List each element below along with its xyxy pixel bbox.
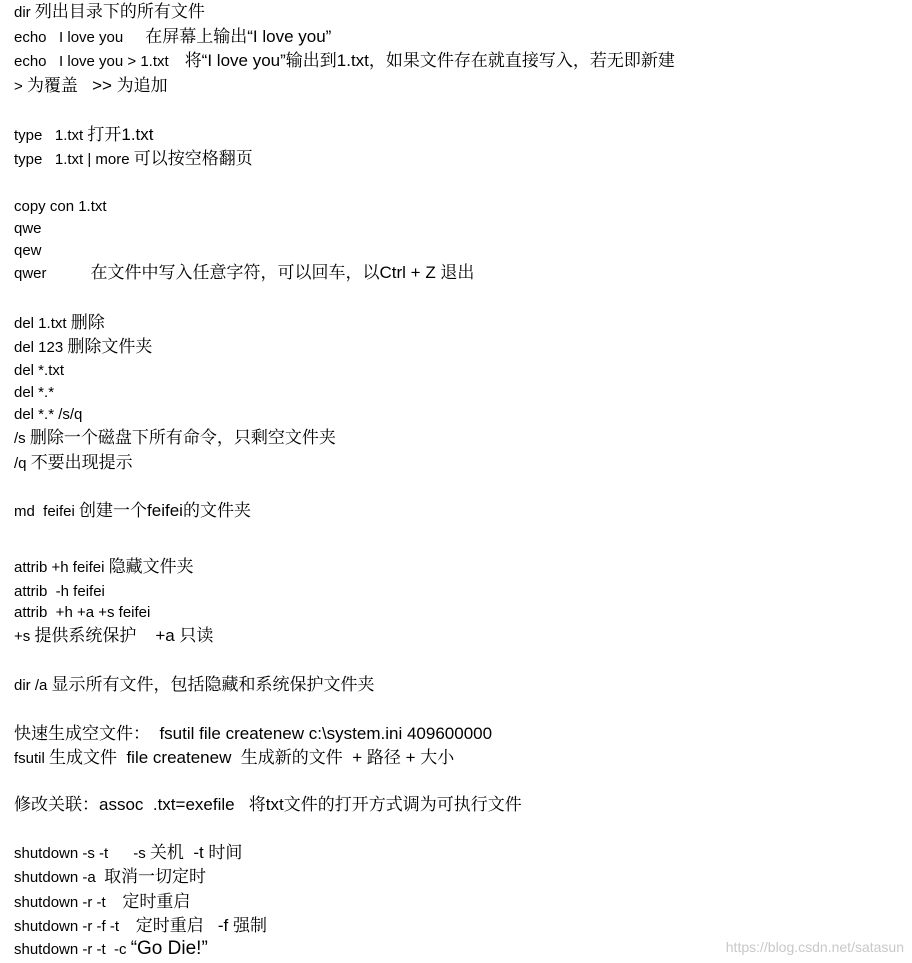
text-line: > 为覆盖 >> 为追加 [14, 76, 168, 95]
text-line: del *.* /s/q [14, 406, 83, 423]
text-line: +s 提供系统保护 +a 只读 [14, 626, 214, 645]
text-line: del *.txt [14, 362, 65, 379]
text-line: echo I love you 在屏幕上输出“I love you” [14, 27, 332, 46]
text-line: shutdown -s -t -s 关机 -t 时间 [14, 843, 243, 862]
text-line: type 1.txt 打开1.txt [14, 125, 154, 144]
text-line: dir /a 显示所有文件，包括隐藏和系统保护文件夹 [14, 675, 375, 694]
text-line: md feifei 创建一个feifei的文件夹 [14, 501, 251, 520]
text-line: fsutil 生成文件 file createnew 生成新的文件 + 路径 + 大小 [14, 748, 455, 767]
text-line: qew [14, 242, 42, 259]
text-line: shutdown -a 取消一切定时 [14, 867, 207, 886]
text-line: attrib +h +a +s feifei [14, 604, 151, 621]
text-line: /s 删除一个磁盘下所有命令，只剩空文件夹 [14, 428, 336, 447]
text-line: shutdown -r -t -c “Go Die!” [14, 938, 208, 959]
text-line: qwer 在文件中写入任意字符，可以回车，以Ctrl + Z 退出 [14, 263, 475, 282]
text-line: 快速生成空文件： fsutil file createnew c:\system.ini 409600000 [14, 724, 493, 743]
text-line: shutdown -r -f -t 定时重启 -f 强制 [14, 916, 267, 935]
text-line: del 123 删除文件夹 [14, 337, 153, 356]
text-line: dir 列出目录下的所有文件 [14, 2, 205, 21]
text-line: 修改关联：assoc .txt=exefile 将txt文件的打开方式调为可执行文件 [14, 795, 522, 814]
text-line: attrib -h feifei [14, 583, 105, 600]
text-line: del *.* [14, 384, 55, 401]
text-line: attrib +h feifei 隐藏文件夹 [14, 557, 194, 576]
text-line: echo I love you > 1.txt 将“I love you”输出到1.txt，如果文件存在就直接写入，若无即新建 [14, 51, 675, 70]
text-line: /q 不要出现提示 [14, 453, 133, 472]
text-line: del 1.txt 删除 [14, 313, 105, 332]
text-line: qwe [14, 220, 42, 237]
text-line: type 1.txt | more 可以按空格翻页 [14, 149, 253, 168]
text-line: shutdown -r -t 定时重启 [14, 892, 191, 911]
text-line: copy con 1.txt [14, 198, 107, 215]
watermark: https://blog.csdn.net/satasun [725, 939, 904, 955]
